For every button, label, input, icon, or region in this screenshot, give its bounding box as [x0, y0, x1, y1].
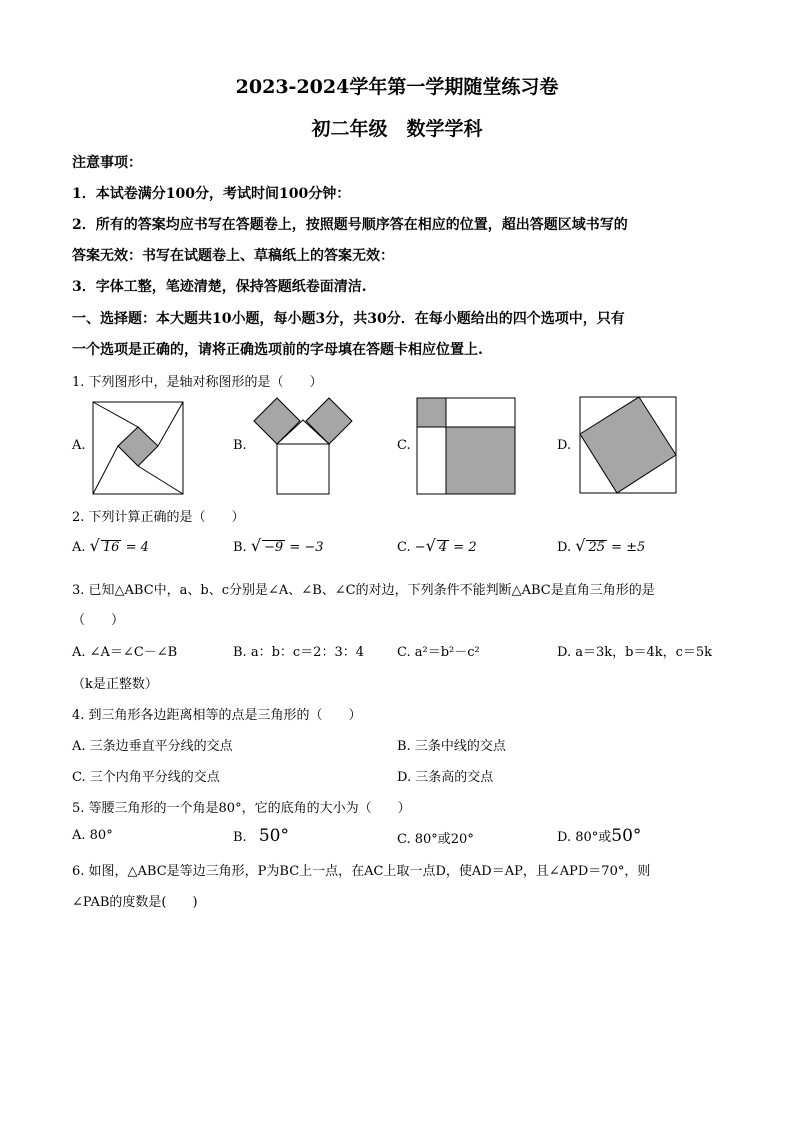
q5-stem: 5. 等腰三角形的一个角是80°，它的底角的大小为（ ） [72, 801, 411, 816]
q3-paren: （ ） [72, 613, 125, 628]
q5-option-b [233, 826, 289, 846]
q5-option-b-value: 50° [258, 826, 289, 846]
q5-option-c: C. 80°或20° [397, 832, 474, 847]
q2-option-d-radicand: 25 [588, 540, 605, 555]
section1-instructions-cont: 一个选项是正确的，请将正确选项前的字母填在答题卡相应位置上. [72, 342, 483, 358]
q2-option-c-radicand: 4 [438, 540, 448, 555]
q2-option-c-label: C. [397, 540, 411, 555]
q2-option-a-radicand: 16 [102, 540, 120, 555]
q2-option-d-label: D. [557, 540, 572, 555]
q1-figure-c [416, 397, 516, 495]
q1-figure-d [579, 396, 677, 494]
q2-option-c-sign: − [414, 540, 426, 555]
q5-option-a: A. 80° [72, 828, 113, 843]
notice-item-2-cont: 答案无效：书写在试题卷上、草稿纸上的答案无效： [72, 248, 394, 264]
q2-option-c [397, 536, 477, 555]
notice-item-2: 2．所有的答案均应书写在答题卷上，按照题号顺序答在相应的位置，超出答题区域书写的 [72, 217, 628, 233]
q6-stem-cont: ∠PAB的度数是( ) [72, 895, 198, 910]
q4-option-d: D. 三条高的交点 [397, 770, 494, 785]
q5-option-d-label: D. 80°或 [557, 830, 612, 845]
q2-option-a-result: = 4 [125, 540, 149, 555]
q2-option-b [233, 536, 324, 555]
q2-stem: 2. 下列计算正确的是（ ） [72, 510, 245, 525]
q2-option-b-result: = −3 [289, 540, 324, 555]
q1-label-a: A. [72, 438, 86, 453]
q4-option-c: C. 三个内角平分线的交点 [72, 770, 220, 785]
q1-label-d: D. [557, 438, 572, 453]
q3-note: （k是正整数） [72, 677, 158, 692]
q5-option-b-label: B. [233, 830, 247, 845]
notice-item-3: 3．字体工整，笔迹清楚，保持答题纸卷面清洁. [72, 279, 367, 295]
q1-stem: 1. 下列图形中，是轴对称图形的是（ ） [72, 375, 323, 390]
q3-option-a: A. ∠A＝∠C－∠B [72, 645, 178, 660]
q6-stem: 6. 如图，△ABC是等边三角形，P为BC上一点，在AC上取一点D，使AD＝AP，且∠APD＝70°，则 [72, 864, 651, 879]
sqrt-icon: √ [250, 536, 262, 555]
q2-option-b-radicand: −9 [264, 540, 284, 555]
notice-item-1: 1．本试卷满分100分，考试时间100分钟： [72, 186, 351, 202]
page-title: 2023-2024学年第一学期随堂练习卷 [235, 76, 559, 98]
q1-label-b: B. [233, 438, 247, 453]
q5-option-d [557, 826, 641, 846]
q2-option-d-result: = ±5 [611, 540, 646, 555]
q5-option-d-value: 50° [611, 826, 642, 846]
q1-figure-a [92, 401, 184, 495]
notice-heading: 注意事项： [72, 155, 142, 171]
q3-stem: 3. 已知△ABC中，a、b、c分别是∠A、∠B、∠C的对边，下列条件不能判断△ABC是直角三角形的是 [72, 583, 655, 598]
q2-option-b-label: B. [233, 540, 247, 555]
q2-option-a-label: A. [72, 540, 86, 555]
q2-option-c-result: = 2 [453, 540, 477, 555]
q3-option-b: B. a：b：c＝2：3：4 [233, 645, 364, 660]
page-subtitle: 初二年级 数学学科 [311, 118, 483, 140]
sqrt-icon: √ [575, 536, 586, 555]
q1-label-c: C. [397, 438, 411, 453]
section1-instructions: 一、选择题：本大题共10小题，每小题3分，共30分．在每小题给出的四个选项中，只有 [72, 311, 625, 327]
q2-option-d [557, 536, 645, 555]
q3-option-c: C. a²＝b²－c² [397, 645, 480, 660]
q4-option-a: A. 三条边垂直平分线的交点 [72, 739, 233, 754]
q4-stem: 4. 到三角形各边距离相等的点是三角形的（ ） [72, 708, 362, 723]
q3-option-d: D. a＝3k，b＝4k，c＝5k [557, 645, 713, 660]
sqrt-icon: √ [89, 536, 100, 555]
q2-option-a [72, 536, 149, 555]
sqrt-icon: √ [425, 536, 436, 555]
q4-option-b: B. 三条中线的交点 [397, 739, 506, 754]
q1-figure-b [252, 396, 354, 496]
